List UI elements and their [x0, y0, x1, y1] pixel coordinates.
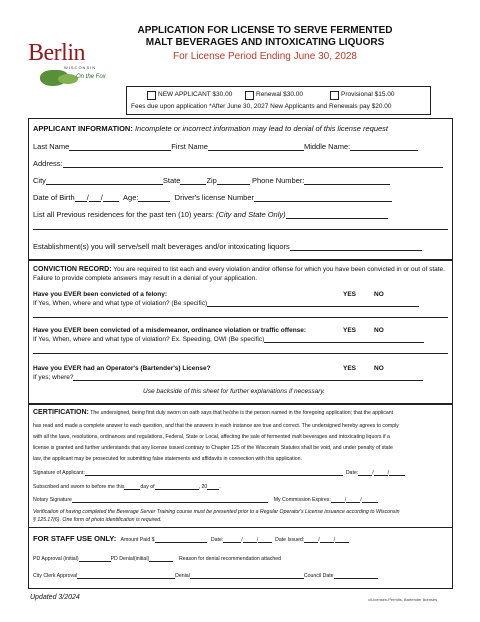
certification-text-5: law, the applicant may be prosecuted for submitting false statements and affidavits in connection with this application.: [33, 456, 302, 462]
prev-res-note: (City and State Only): [216, 210, 286, 219]
staff-date-year[interactable]: [258, 537, 272, 543]
fee-box: [126, 86, 431, 115]
misdemeanor-detail-label: If Yes, When, where and what type of violation? Ex. Speeding, OWI (Be specific): [33, 336, 265, 343]
establishment-field[interactable]: [290, 243, 422, 251]
address-label: Address:: [33, 159, 63, 168]
council-date-field[interactable]: [334, 573, 378, 579]
title-line-1: APPLICATION FOR LICENSE TO SERVE FERMENTED: [137, 25, 393, 36]
felony-no[interactable]: NO: [374, 291, 384, 298]
prev-res-field[interactable]: [286, 211, 388, 219]
phone-label: Phone Number:: [251, 176, 305, 185]
reason-label: Reason for denial recommendation attached: [178, 556, 282, 562]
applicant-heading: APPLICANT INFORMATION:: [33, 124, 133, 133]
operator-license-question: Have you EVER had an Operator's (Bartender's) License?: [33, 365, 211, 372]
signature-date-day[interactable]: [374, 470, 388, 476]
misdemeanor-detail-field[interactable]: [264, 336, 424, 343]
operator-no[interactable]: NO: [374, 365, 384, 372]
certification-text-2: has read and made a complete answer to each question, and that the answers in each instance are true and correct. The undersigned hereby agrees to comply: [33, 423, 399, 429]
operator-yes[interactable]: YES: [343, 365, 357, 372]
state-label: State: [162, 176, 181, 185]
sworn-month-field[interactable]: [155, 484, 199, 490]
clerk-denial-field[interactable]: [190, 573, 304, 579]
dob-month-field[interactable]: [75, 194, 87, 202]
staff-date-month[interactable]: [223, 537, 241, 543]
signature-date-label: Date:: [345, 470, 359, 476]
license-period: For License Period Ending June 30, 2028: [172, 51, 357, 62]
applicant-information-section: APPLICANT INFORMATION: Incomplete or incorrect information may lead to denial of this license request Last Name First Name Middle Name: Address: City State Zip Phone Number: Date of Birth / / Age: Driver's license Number List all Previous residences for the past ten (10) years: (City and State Only) Establishment(s) you will serve/sell malt beverages and/or intoxicating liquors: [28, 118, 453, 260]
commission-month[interactable]: [331, 497, 345, 503]
felony-yes[interactable]: YES: [343, 291, 357, 298]
logo-name: Berlin: [28, 40, 85, 66]
felony-detail-line-2[interactable]: [33, 317, 448, 318]
notary-field[interactable]: [72, 497, 268, 503]
middle-name-field[interactable]: [350, 143, 418, 151]
first-name-label: First Name: [171, 142, 208, 151]
signature-date-year[interactable]: [389, 470, 405, 476]
misdemeanor-no[interactable]: NO: [374, 327, 384, 334]
date-issued-day[interactable]: [320, 537, 334, 543]
operator-where-label: If yes; where?: [33, 374, 74, 381]
operator-where-field[interactable]: [73, 374, 423, 381]
city-label: City: [33, 176, 46, 185]
sworn-year-field[interactable]: [207, 484, 219, 490]
date-issued-year[interactable]: [335, 537, 349, 543]
amount-paid-field[interactable]: [155, 537, 207, 543]
zip-label: Zip: [206, 176, 217, 185]
prev-res-label: List all Previous residences for the past ten (10) years:: [33, 210, 214, 219]
misdemeanor-detail-line-2[interactable]: [33, 353, 448, 354]
commission-day[interactable]: [346, 497, 360, 503]
berlin-logo: [24, 40, 112, 94]
clerk-denial-label: Denial: [175, 573, 190, 579]
address-field[interactable]: [63, 160, 443, 168]
sworn-year-label: , 20: [198, 484, 208, 490]
pd-approval-field[interactable]: [79, 556, 111, 562]
backside-note: Use backside of this sheet for further explanations if necessary.: [143, 388, 325, 395]
clerk-approval-label: City Clerk Approval: [33, 573, 78, 579]
new-applicant-label: NEW APPLICANT $30.00: [158, 91, 233, 98]
sworn-dayof-label: day of: [140, 484, 155, 490]
state-field[interactable]: [180, 177, 206, 185]
signature-date-month[interactable]: [358, 470, 372, 476]
signature-label: Signature of Applicant:: [33, 470, 85, 476]
title-line-2: MALT BEVERAGES AND INTOXICATING LIQUORS: [145, 37, 385, 48]
verification-note-2: § 125.17(6). One form of photo identification is required.: [33, 517, 162, 523]
staff-date-day[interactable]: [243, 537, 257, 543]
certification-text-4: license is granted and further understands that any license issued contrary to Chapter 125 of the Wisconsin Statutes shall be void, and under penalty of state: [33, 445, 393, 451]
logo-tagline: On the Fox: [76, 74, 106, 80]
renewal-checkbox[interactable]: [245, 91, 254, 100]
first-name-field[interactable]: [208, 143, 304, 151]
dob-year-field[interactable]: [103, 194, 119, 202]
last-name-label: Last Name: [33, 142, 70, 151]
notary-label: Notary Signature: [33, 497, 72, 503]
logo-state: WISCONSIN: [64, 65, 97, 70]
certification-text-1: The undersigned, being first duly sworn on oath says that he/she is the person named in the foregoing application; that the applicant: [90, 410, 394, 416]
city-field[interactable]: [46, 177, 163, 185]
date-issued-label: Date Issued:: [275, 537, 305, 543]
applicant-heading-note: Incomplete or incorrect information may lead to denial of this license request: [134, 124, 388, 133]
staff-date-label: Date:: [210, 537, 224, 543]
phone-field[interactable]: [304, 177, 390, 185]
pd-approval-label: PD Approval (initial): [33, 556, 79, 562]
commission-year[interactable]: [362, 497, 378, 503]
misdemeanor-yes[interactable]: YES: [343, 327, 357, 334]
file-path: c/Licenses-Permits, Bartender licenses: [368, 597, 438, 602]
renewal-label: Renewal $30.00: [256, 91, 303, 98]
age-field[interactable]: [138, 194, 170, 202]
verification-note: Verification of having completed the Beverage Server Training course must be presented prior to a Regular Operator's License issuance according to Wisconsin: [33, 509, 400, 515]
felony-detail-field[interactable]: [207, 300, 419, 307]
pd-denial-field[interactable]: [149, 556, 173, 562]
updated-date: Updated 3/2024: [30, 594, 80, 601]
felony-detail-label: If Yes, When, where and what type of violation? (Be specific): [33, 300, 208, 307]
dob-day-field[interactable]: [89, 194, 101, 202]
establishment-label: Establishment(s) you will serve/sell malt beverages and/or intoxicating liquors: [33, 242, 290, 251]
conviction-record-section: [28, 260, 453, 404]
fee-note: Fees due upon application *After June 30, 2027 New Applicants and Renewals pay $20.00: [131, 103, 392, 110]
conviction-intro: You are required to list each and every violation and/or offense for which you have been convicted in or out of state. Failure to provide complete answers may result in a denial of your application.: [33, 266, 445, 282]
dob-label: Date of Birth: [33, 193, 75, 202]
felony-question: Have you EVER been convicted of a felony:: [33, 291, 168, 298]
last-name-field[interactable]: [69, 143, 171, 151]
misdemeanor-question: Have you EVER been convicted of a misdemeanor, ordinance violation or traffic offense:: [33, 327, 307, 334]
sworn-day-field[interactable]: [124, 484, 140, 490]
logo-leaf-shape-2: [58, 74, 78, 84]
provisional-checkbox[interactable]: [330, 91, 339, 100]
sworn-label: Subscribed and sworn to before me this: [33, 484, 125, 490]
dl-field[interactable]: [254, 194, 392, 202]
staff-heading: FOR STAFF USE ONLY:: [33, 534, 117, 543]
zip-field[interactable]: [217, 177, 250, 185]
conviction-heading: CONVICTION RECORD:: [33, 266, 112, 273]
age-label: Age:: [123, 193, 139, 202]
dl-label: Driver's license Number: [174, 193, 255, 202]
date-issued-month[interactable]: [304, 537, 318, 543]
certification-text-3: with all the laws, resolutions, ordinances and regulations, Federal, State or Local, affecting the sale of fermented malt beverages and intoxicating liquors if a: [33, 434, 390, 440]
signature-field[interactable]: [85, 470, 343, 476]
provisional-label: Provisional $15.00: [341, 91, 395, 98]
amount-paid-label: Amount Paid $: [120, 537, 155, 543]
pd-denial-label: PD Denial(initial): [110, 556, 150, 562]
staff-divider: [29, 527, 452, 528]
new-applicant-checkbox[interactable]: [147, 91, 156, 100]
commission-label: My Commission Expires:: [273, 497, 331, 503]
clerk-approval-field[interactable]: [77, 573, 175, 579]
certification-heading: CERTIFICATION:: [33, 409, 89, 416]
council-date-label: Council Date: [303, 573, 334, 579]
certification-section: CERTIFICATION: The undersigned, being first duly sworn on oath says that he/she is the person named in the foregoing application; that the applicant has read and made a complete answer to each question, and that the answers in each instance are true and correct. The undersigned hereby agrees to comply with all the laws, resolutions, ordinances and regulations, Federal, State or Local, affecting the sale of fermented malt beverages and intoxicating liquors if a license is granted and further understands that any license issued contrary to Chapter 125 of the Wisconsin Statutes shall be void, and under penalty of state law, the applicant may be prosecuted for submitting false statements and affidavits in connection with this application. Signature of Applicant: Date: / / Subscribed and sworn to before me this day of , 20 . Notary Signature My Commission Expires: / / Verification of having completed the Beverage Server Training course must be presented prior to a Regular Operator's License issuance according to Wisconsin § 125.17(6). One form of photo identification is required. FOR STAFF USE ONLY: Amount Paid $ Date: / / Date Issued: / / PD Approval (initial) PD Denial(initial) Reason for denial recommendation attached City Clerk Approval Denial Council Date: [28, 404, 453, 589]
prev-res-line-2[interactable]: [33, 229, 448, 230]
middle-name-label: Middle Name:: [303, 142, 351, 151]
